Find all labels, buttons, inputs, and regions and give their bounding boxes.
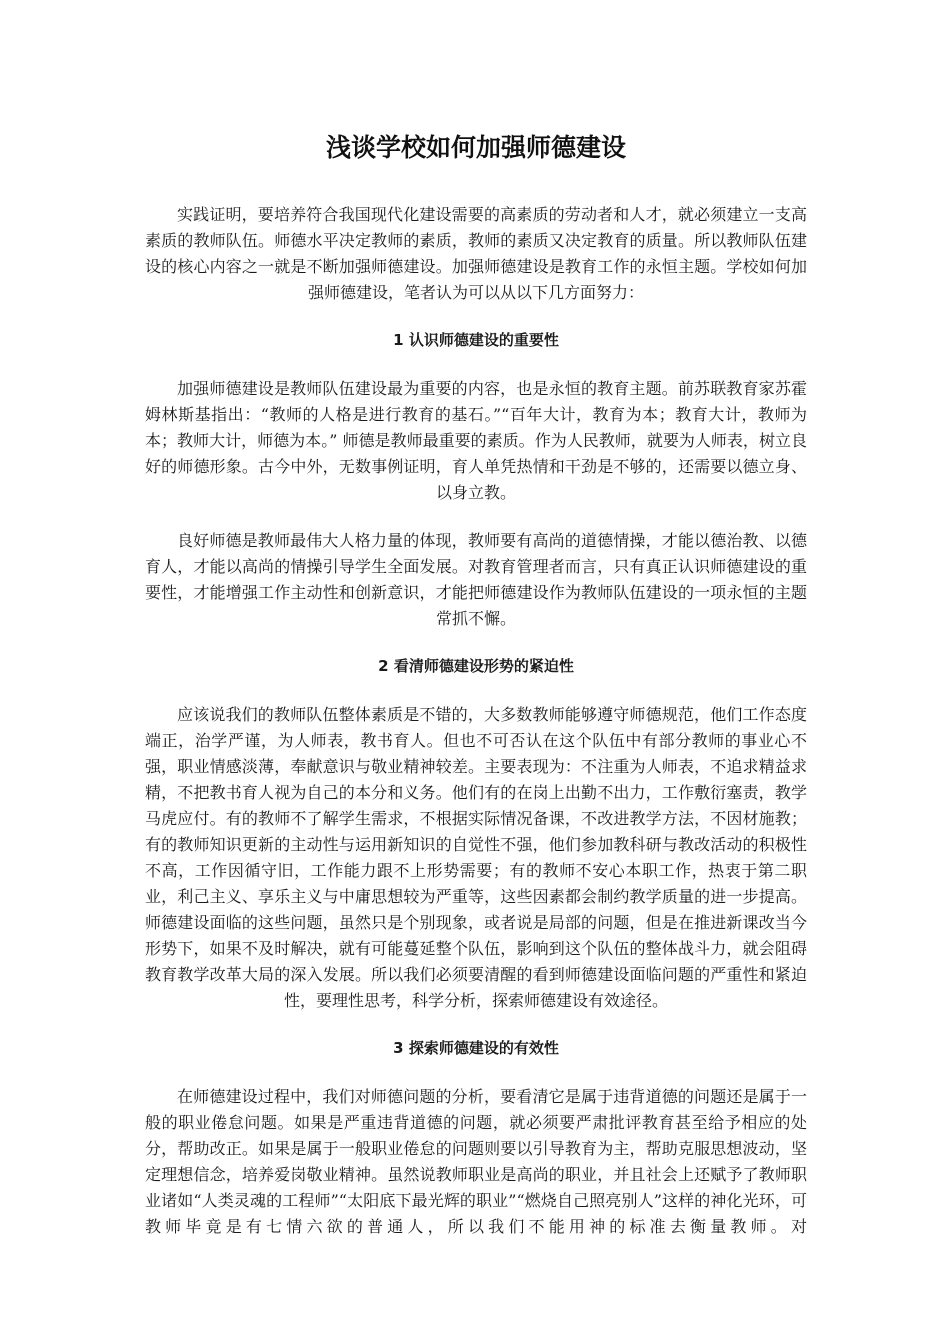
section-3-paragraph-1: 在师德建设过程中，我们对师德问题的分析，要看清它是属于违背道德的问题还是属于一般的职业倦怠问题。如果是严重违背道德的问题，就必须要严肃批评教育甚至给予相应的处分，帮助改正。如果是属于一般职业倦怠的问题则要以引导教育为主，帮助克服思想波动，坚定理想信念，培养爱岗敬业精神。虽然说教师职业是高尚的职业，并且社会上还赋予了教师职业诸如“人类灵魂的工程师”“太阳底下最光辉的职业”“燃烧自己照亮别人”这样的神化光环，可教师毕竟是有七情六欲的普通人，所以我们不能用神的标准去衡量教师。对: [145, 1087, 807, 1236]
intro-paragraph: 实践证明，要培养符合我国现代化建设需要的高素质的劳动者和人才，就必须建立一支高素质的教师队伍。师德水平决定教师的素质，教师的素质又决定教育的质量。所以教师队伍建设的核心内容之一就是不断加强师德建设。加强师德建设是教育工作的永恒主题。学校如何加强师德建设，笔者认为可以从以下几方面努力：: [145, 205, 807, 302]
section-1-heading: 1 认识师德建设的重要性: [393, 331, 559, 349]
section-1-paragraph-1: 加强师德建设是教师队伍建设最为重要的内容，也是永恒的教育主题。前苏联教育家苏霍姆林斯基指出：“教师的人格是进行教育的基石。”“百年大计，教育为本；教育大计，教师为本；教师大计，师德为本。” 师德是教师最重要的素质。作为人民教师，就要为人师表，树立良好的师德形象。古今中外，无数事例证明，育人单凭热情和干劲是不够的，还需要以德立身、以身立教。: [145, 379, 807, 502]
document-title: 浅谈学校如何加强师德建设: [325, 133, 626, 162]
section-2-heading: 2 看清师德建设形势的紧迫性: [378, 657, 574, 675]
section-1-paragraph-2: 良好师德是教师最伟大人格力量的体现，教师要有高尚的道德情操，才能以德治教、以德育人，才能以高尚的情操引导学生全面发展。对教育管理者而言，只有真正认识师德建设的重要性，才能增强工作主动性和创新意识，才能把师德建设作为教师队伍建设的一项永恒的主题常抓不懈。: [145, 531, 807, 628]
section-3-heading: 3 探索师德建设的有效性: [393, 1039, 559, 1057]
document-page: [145, 128, 807, 1240]
section-2-paragraph-1: 应该说我们的教师队伍整体素质是不错的，大多数教师能够遵守师德规范，他们工作态度端正，治学严谨，为人师表，教书育人。但也不可否认在这个队伍中有部分教师的事业心不强，职业情感淡薄，奉献意识与敬业精神较差。主要表现为：不注重为人师表，不追求精益求精，不把教书育人视为自己的本分和义务。他们有的在岗上出勤不出力，工作敷衍塞责，教学马虎应付。有的教师不了解学生需求，不根据实际情况备课，不改进教学方法，不因材施教；有的教师知识更新的主动性与运用新知识的自觉性不强，他们参加教科研与教改活动的积极性不高，工作因循守旧，工作能力跟不上形势需要；有的教师不安心本职工作，热衷于第二职业，利己主义、享乐主义与中庸思想较为严重等，这些因素都会制约教学质量的进一步提高。师德建设面临的这些问题，虽然只是个别现象，或者说是局部的问题，但是在推进新课改当今形势下，如果不及时解决，就有可能蔓延整个队伍，影响到这个队伍的整体战斗力，就会阻碍教育教学改革大局的深入发展。所以我们必须要清醒的看到师德建设面临问题的严重性和紧迫性，要理性思考，科学分析，探索师德建设有效途径。: [145, 705, 807, 1010]
